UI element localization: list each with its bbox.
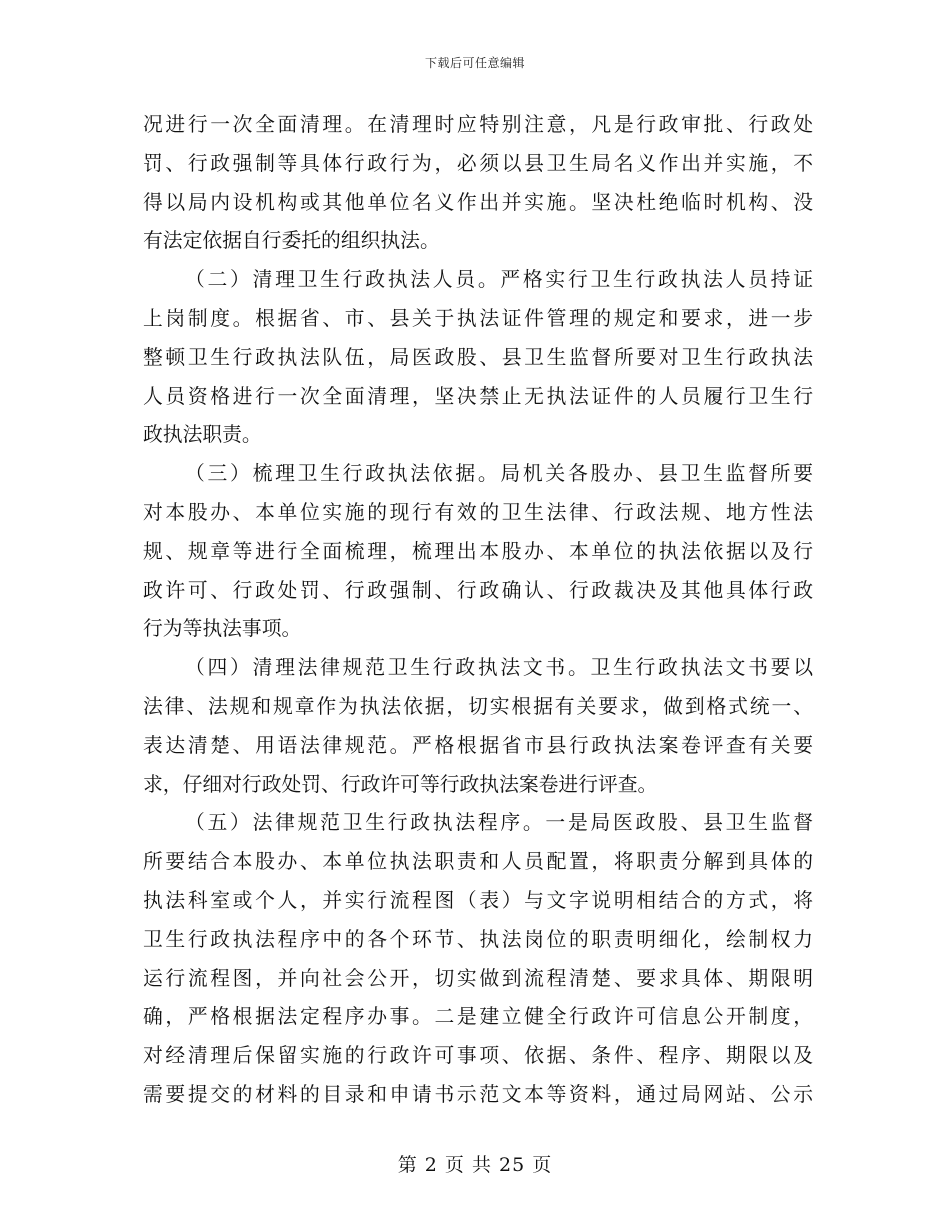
- text-line: 得以局内设机构或其他单位名义作出并实施。坚决杜绝临时机构、没: [143, 190, 813, 214]
- text-line: 所要结合本股办、本单位执法职责和人员配置，将职责分解到具体的: [143, 850, 813, 874]
- text-line: （四）清理法律规范卫生行政执法文书。卫生行政执法文书要以: [185, 656, 813, 680]
- paragraph: [143, 261, 813, 455]
- total-pages-number: 25: [499, 1154, 526, 1176]
- text-line: 对经清理后保留实施的行政许可事项、依据、条件、程序、期限以及: [143, 1044, 813, 1068]
- text-line: 政许可、行政处罚、行政强制、行政确认、行政裁决及其他具体行政: [143, 578, 813, 602]
- text-line: 表达清楚、用语法律规范。严格根据省市县行政执法案卷评查有关要: [143, 733, 813, 757]
- current-page-number: 2: [424, 1154, 438, 1176]
- text-line: 需要提交的材料的目录和申请书示范文本等资料，通过局网站、公示: [143, 1082, 813, 1106]
- text-line: 规、规章等进行全面梳理，梳理出本股办、本单位的执法依据以及行: [143, 539, 813, 563]
- document-body: [143, 106, 813, 1115]
- text-line: （三）梳理卫生行政执法依据。局机关各股办、县卫生监督所要: [185, 462, 813, 486]
- text-line: 人员资格进行一次全面清理，坚决禁止无执法证件的人员履行卫生行: [143, 384, 813, 408]
- page-middle: 页 共: [444, 1154, 492, 1176]
- text-line: 执法科室或个人，并实行流程图（表）与文字说明相结合的方式，将: [143, 888, 813, 912]
- text-line: 求，仔细对行政处罚、行政许可等行政执法案卷进行评查。: [143, 772, 658, 796]
- text-line: 对本股办、本单位实施的现行有效的卫生法律、行政法规、地方性法: [143, 500, 813, 524]
- text-line: 确，严格根据法定程序办事。二是建立健全行政许可信息公开制度，: [143, 1005, 813, 1029]
- text-line: 法律、法规和规章作为执法依据，切实根据有关要求，做到格式统一、: [143, 694, 813, 718]
- text-line: 罚、行政强制等具体行政行为，必须以县卫生局名义作出并实施，不: [143, 151, 813, 175]
- paragraph: [143, 455, 813, 649]
- text-line: 上岗制度。根据省、市、县关于执法证件管理的规定和要求，进一步: [143, 306, 813, 330]
- paragraph: [143, 804, 813, 1114]
- text-line: 况进行一次全面清理。在清理时应特别注意，凡是行政审批、行政处: [143, 113, 813, 136]
- header-note: 下载后可任意编辑: [424, 56, 525, 70]
- text-line: （五）法律规范卫生行政执法程序。一是局医政股、县卫生监督: [185, 811, 813, 835]
- page-prefix: 第: [397, 1154, 418, 1176]
- page-suffix: 页: [532, 1154, 553, 1176]
- text-line: 运行流程图，并向社会公开，切实做到流程清楚、要求具体、期限明: [143, 966, 813, 990]
- text-line: 行为等执法事项。: [143, 617, 302, 641]
- paragraph: [143, 649, 813, 804]
- text-line: 卫生行政执法程序中的各个环节、执法岗位的职责明细化，绘制权力: [143, 927, 813, 951]
- text-line: 整顿卫生行政执法队伍，局医政股、县卫生监督所要对卫生行政执法: [143, 345, 813, 369]
- text-line: 政执法职责。: [143, 423, 262, 447]
- page-number-footer: [0, 1150, 950, 1177]
- text-line: 有法定依据自行委托的组织执法。: [143, 229, 440, 253]
- paragraph: [143, 106, 813, 261]
- text-line: （二）清理卫生行政执法人员。严格实行卫生行政执法人员持证: [185, 268, 813, 292]
